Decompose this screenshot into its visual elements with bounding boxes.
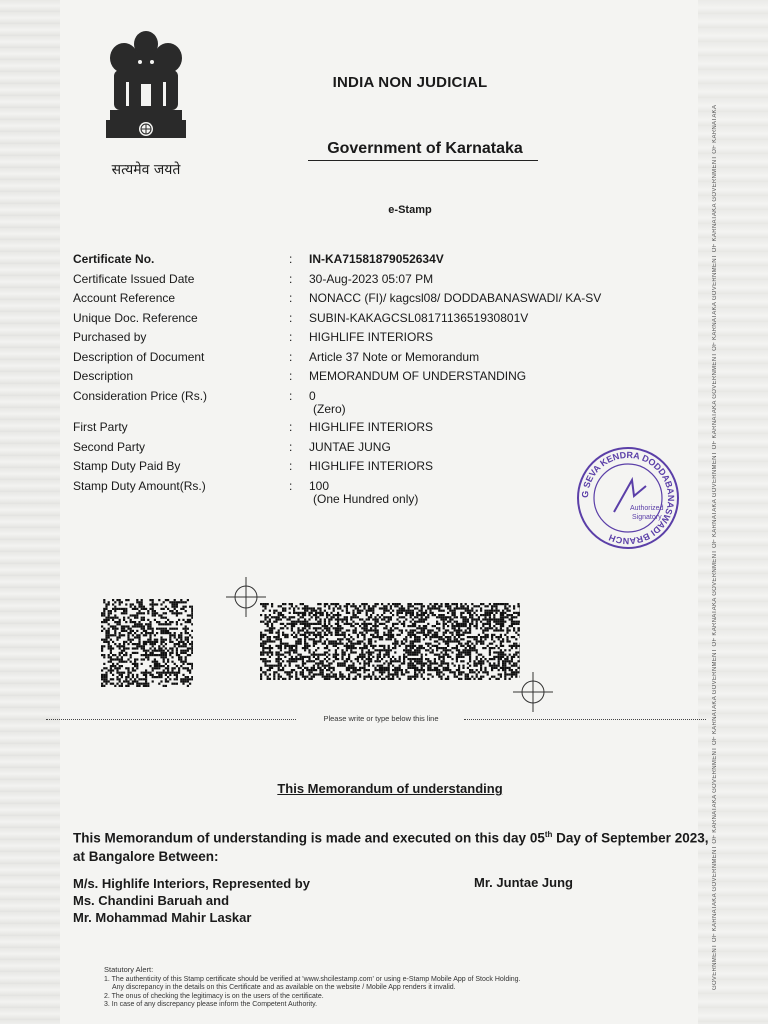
left-decorative-border (0, 0, 60, 1024)
field-separator: : (289, 350, 293, 364)
field-label: Certificate No. (73, 252, 155, 266)
field-separator: : (289, 272, 293, 286)
divider-line-right (464, 719, 706, 720)
first-party-line-1: M/s. Highlife Interiors, Represented by (73, 876, 310, 891)
write-below-divider (46, 714, 706, 726)
field-separator: : (289, 291, 293, 305)
divider-line-left (46, 719, 296, 720)
seal-inner-text-2: Signatory (632, 514, 662, 521)
field-separator: : (289, 369, 293, 383)
authorized-signatory-seal (572, 446, 684, 550)
field-value: HIGHLIFE INTERIORS (309, 330, 434, 344)
field-value: MEMORANDUM OF UNDERSTANDING (309, 369, 527, 383)
field-separator: : (289, 459, 293, 473)
first-party-block (73, 875, 433, 926)
field-label: Description of Document (73, 350, 205, 364)
field-value: 100 (309, 479, 330, 493)
field-label: Unique Doc. Reference (73, 311, 198, 325)
first-party-line-3: Mr. Mohammad Mahir Laskar (73, 910, 252, 925)
field-value: HIGHLIFE INTERIORS (309, 420, 434, 434)
mou-intro-superscript: th (544, 830, 553, 839)
qr-code-small (101, 599, 193, 687)
national-emblem-icon (96, 26, 196, 156)
field-label: Consideration Price (Rs.) (73, 389, 208, 403)
second-party-name: Mr. Juntae Jung (474, 875, 573, 890)
seal-inner-text-1: Authorized (630, 505, 664, 512)
field-label: First Party (73, 420, 128, 434)
field-label: Account Reference (73, 291, 176, 305)
field-value: 0 (309, 389, 316, 403)
alert-heading: Statutory Alert: (104, 965, 154, 974)
field-value: HIGHLIFE INTERIORS (309, 459, 434, 473)
field-separator: : (289, 330, 293, 344)
mou-title: This Memorandum of understanding (277, 781, 503, 796)
field-subvalue: (Zero) (313, 402, 346, 416)
alert-item: 2. The onus of checking the legitimacy is on the users of the certificate. (104, 992, 324, 1000)
field-separator: : (289, 420, 293, 434)
mou-intro-text-1: This Memorandum of understanding is made and executed on this day 05 (73, 830, 545, 846)
first-party-line-2: Ms. Chandini Baruah and (73, 893, 230, 908)
alert-item: 1. The authenticity of this Stamp certificate should be verified at 'www.shcilestamp.com' or using e-Stamp Mobile App of Stock Holding. (104, 976, 521, 984)
header-subtitle: e-Stamp (388, 204, 432, 216)
header-government: Government of Karnataka (327, 140, 523, 157)
field-separator: : (289, 252, 293, 266)
qr-code-large (260, 603, 520, 680)
field-label: Purchased by (73, 330, 147, 344)
divider-note: Please write or type below this line (323, 714, 439, 723)
field-label: Description (73, 369, 134, 383)
right-decorative-border (698, 0, 768, 1024)
alert-item: 3. In case of any discrepancy please inform the Competent Authority. (104, 1000, 318, 1008)
field-value: 30-Aug-2023 05:07 PM (309, 272, 434, 286)
field-label: Second Party (73, 440, 146, 454)
seal-outer-text: G SEVA KENDRA DODDABANASWADI BRANCH (579, 449, 677, 547)
mou-intro-paragraph (73, 826, 713, 866)
statutory-alert (104, 966, 704, 1009)
field-subvalue: (One Hundred only) (313, 492, 419, 506)
side-security-text: GOVERNMENT OF KARNATAKA GOVERNMENT OF KARNATAKA GOVERNMENT OF KARNATAKA GOVERNMENT OF KARNATAKA GOVERNMENT OF KARNATAKA GOVERNMENT OF KARNATAKA GOVERNMENT OF KARNATAKA GOVERNMENT OF KARNATAKA GOVERNMENT OF KARNATAKA (712, 104, 718, 990)
header-government-underline (308, 160, 538, 161)
crosshair-marker-icon (226, 577, 266, 617)
emblem-motto: सत्यमेव जयते (111, 162, 181, 178)
field-value: NONACC (FI)/ kagcsl08/ DODDABANASWADI/ KA-SV (309, 291, 602, 305)
field-separator: : (289, 440, 293, 454)
field-value: SUBIN-KAKAGCSL0817113651930801V (309, 311, 529, 325)
field-value: Article 37 Note or Memorandum (309, 350, 480, 364)
field-value: JUNTAE JUNG (309, 440, 391, 454)
field-label: Stamp Duty Paid By (73, 459, 181, 473)
field-label: Stamp Duty Amount(Rs.) (73, 479, 206, 493)
field-separator: : (289, 311, 293, 325)
field-separator: : (289, 389, 293, 403)
alert-item-continuation: Any discrepancy in the details on this Certificate and as available on the website / Mobile App renders it invalid. (112, 984, 456, 992)
field-value: IN-KA71581879052634V (309, 252, 444, 266)
header-title: INDIA NON JUDICIAL (332, 74, 488, 91)
mou-intro-text-2: Day of September 2023, at Bangalore Between: (73, 830, 709, 864)
field-label: Certificate Issued Date (73, 272, 195, 286)
field-separator: : (289, 479, 293, 493)
crosshair-marker-icon (513, 672, 553, 712)
